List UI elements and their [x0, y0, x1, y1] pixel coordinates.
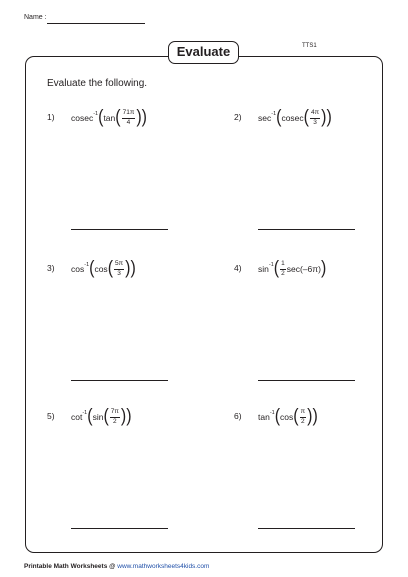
numerator: 5π	[114, 261, 124, 270]
outer-function: tan	[258, 412, 270, 422]
numerator: 71π	[122, 110, 136, 119]
problem-expression: cosec -1 ( tan ( $\frac{71\pi}{4}$ ))	[71, 107, 147, 128]
problem-number: 5)	[47, 411, 55, 421]
outer-function: cot	[71, 412, 83, 422]
numerator: π	[300, 409, 307, 418]
problem-expression: tan -1 ( cos ( $\frac{\pi}{2}$ ))	[258, 406, 318, 427]
suffix-term: sec(–6π)	[286, 264, 321, 274]
outer-function: sin	[258, 264, 269, 274]
fraction	[114, 261, 124, 277]
answer-line-3[interactable]	[71, 380, 168, 381]
footer-site-link[interactable]: www.mathworksheets4kids.com	[117, 563, 210, 570]
problem-number: 4)	[234, 263, 242, 273]
denominator: 2	[113, 417, 117, 425]
inverse-exponent: -1	[269, 410, 275, 416]
numerator: 4π	[310, 110, 320, 119]
footer-brand: Printable Math Worksheets @	[24, 563, 116, 570]
problem-number: 1)	[47, 112, 55, 122]
numerator: 1	[280, 261, 286, 270]
problem-number: 3)	[47, 263, 55, 273]
inner-function: cos	[94, 264, 108, 274]
fraction	[310, 110, 320, 126]
denominator: 3	[313, 118, 317, 126]
problem-expression: cot -1 ( sin ( $\frac{7\pi}{2}$ ))	[71, 406, 132, 427]
footer	[24, 563, 209, 570]
denominator: 2	[281, 269, 285, 277]
worksheet-title: Evaluate	[168, 41, 239, 64]
inverse-exponent: -1	[271, 111, 277, 117]
problem-expression: sec -1 ( cosec ( $\frac{4\pi}{3}$ ))	[258, 107, 332, 128]
problem-number: 6)	[234, 411, 242, 421]
outer-function: cos	[71, 264, 85, 274]
inverse-exponent: -1	[268, 262, 274, 268]
answer-line-1[interactable]	[71, 229, 168, 230]
answer-line-6[interactable]	[258, 528, 355, 529]
fraction	[110, 409, 120, 425]
fraction	[122, 110, 136, 126]
outer-function: sec	[258, 113, 272, 123]
name-label: Name :	[24, 14, 47, 21]
answer-line-4[interactable]	[258, 380, 355, 381]
denominator: 2	[301, 417, 305, 425]
answer-line-5[interactable]	[71, 528, 168, 529]
inner-function: sin	[92, 412, 104, 422]
problem-expression: sin -1 ( $\frac{1}{2}$ sec(–6π) )	[258, 258, 327, 279]
denominator: 4	[126, 118, 131, 126]
name-line	[47, 23, 145, 24]
inverse-exponent: -1	[84, 262, 90, 268]
instruction-text: Evaluate the following.	[47, 78, 148, 89]
fraction	[300, 409, 307, 425]
problem-expression: cos -1 ( cos ( $\frac{5\pi}{3}$ ))	[71, 258, 136, 279]
denominator: 3	[117, 269, 121, 277]
numerator: 7π	[110, 409, 120, 418]
inverse-exponent: -1	[82, 410, 88, 416]
inverse-exponent: -1	[93, 111, 99, 117]
outer-function: cosec	[71, 113, 94, 123]
inner-function: cosec	[281, 113, 304, 123]
inner-function: tan	[103, 113, 116, 123]
inner-function: cos	[280, 412, 294, 422]
fraction	[280, 261, 286, 277]
worksheet-frame	[25, 56, 383, 553]
problem-number: 2)	[234, 112, 242, 122]
worksheet-code: TTS1	[302, 43, 317, 49]
answer-line-2[interactable]	[258, 229, 355, 230]
